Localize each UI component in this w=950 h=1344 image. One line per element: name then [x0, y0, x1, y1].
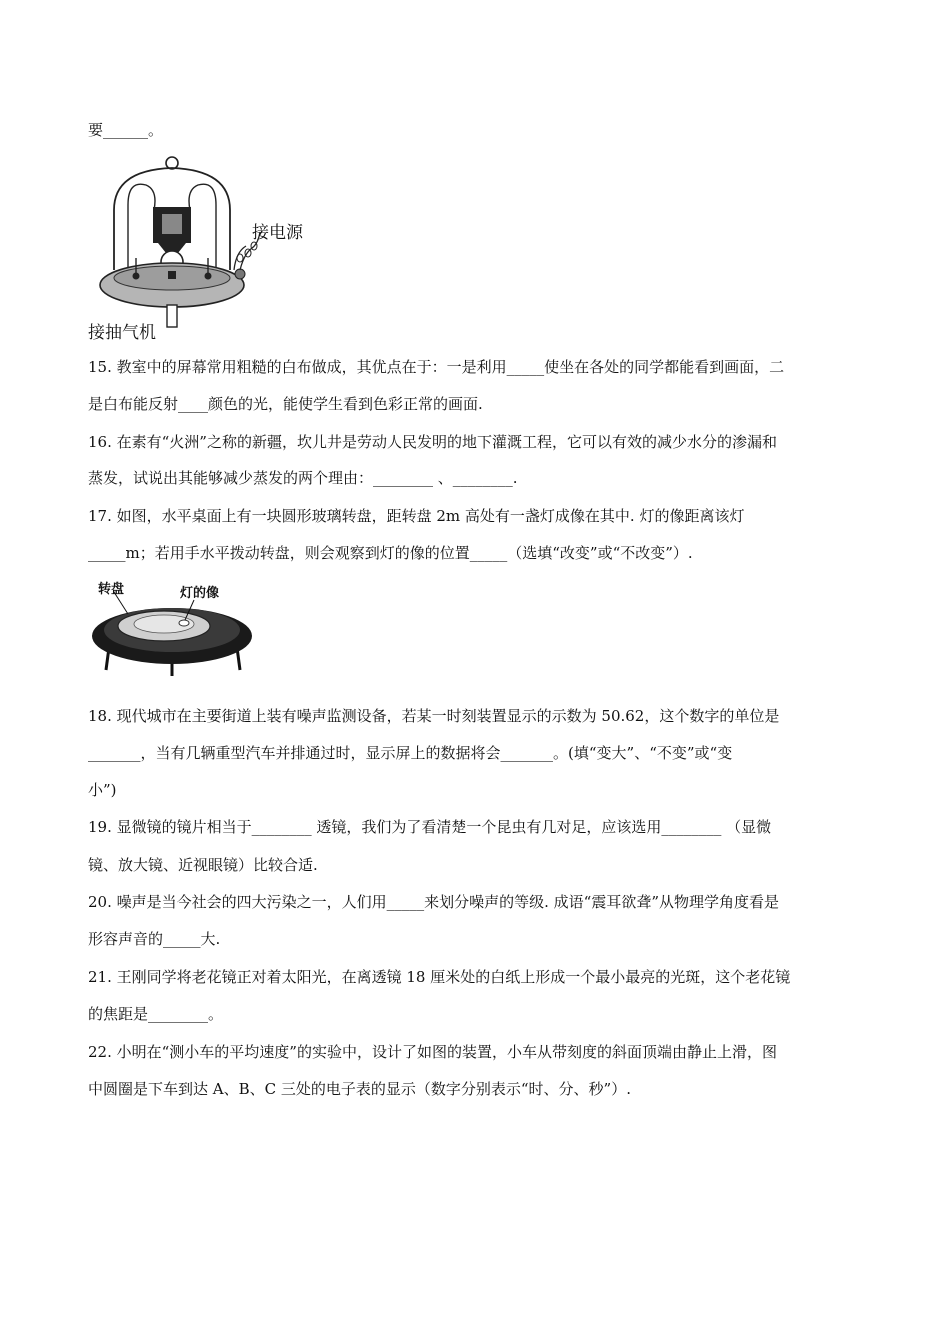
text-line: 22. 小明在“测小车的平均速度”的实验中，设计了如图的装置，小车从带刻度的斜面顶端由静止上滑，图 — [88, 1043, 777, 1061]
text-line: 21. 王刚同学将老花镜正对着太阳光，在离透镜 18 厘米处的白纸上形成一个最小最亮的光斑，这个老花镜 — [88, 968, 791, 986]
power-label: 接电源 — [252, 223, 303, 243]
text-line: 要______。 — [88, 121, 164, 139]
text-line: 小”) — [88, 781, 117, 799]
text-line: 17. 如图，水平桌面上有一块圆形玻璃转盘，距转盘 2m 高处有一盏灯成像在其中. 灯的像距离该灯 — [88, 507, 745, 525]
pump-label: 接抽气机 — [88, 323, 156, 343]
turntable-figure — [88, 578, 258, 678]
bell-jar-figure — [88, 150, 328, 343]
text-line: 蒸发，试说出其能够减少蒸发的两个理由：________ 、________. — [88, 469, 518, 487]
text-line: _____m；若用手水平拨动转盘，则会观察到灯的像的位置_____（选填“改变”或“不改变”）. — [88, 544, 693, 562]
text-line: 是白布能反射____颜色的光，能使学生看到色彩正常的画面. — [88, 395, 483, 413]
text-line: 镜、放大镜、近视眼镜）比较合适. — [88, 856, 318, 874]
text-line: 的焦距是________。 — [88, 1005, 224, 1023]
text-line: 形容声音的_____大. — [88, 930, 221, 948]
text-line: 中圆圈是下车到达 A、B、C 三处的电子表的显示（数字分别表示“时、分、秒”）. — [88, 1080, 631, 1098]
text-line: _______，当有几辆重型汽车并排通过时，显示屏上的数据将会_______。(填“变大”、“不变”或“变 — [88, 744, 733, 762]
text-line: 20. 噪声是当今社会的四大污染之一，人们用_____来划分噪声的等级. 成语“震耳欲聋”从物理学角度看是 — [88, 893, 780, 911]
text-line: 19. 显微镜的镜片相当于________ 透镜，我们为了看清楚一个昆虫有几对足，应该选用________ （显微 — [88, 818, 772, 836]
lamp-image-label: 灯的像 — [180, 586, 220, 601]
text-line: 16. 在素有“火洲”之称的新疆，坎儿井是劳动人民发明的地下灌溉工程，它可以有效的减少水分的渗漏和 — [88, 433, 777, 451]
turntable-label: 转盘 — [98, 582, 125, 597]
text-line: 15. 教室中的屏幕常用粗糙的白布做成，其优点在于：一是利用_____使坐在各处的同学都能看到画面，二 — [88, 358, 785, 376]
text-line: 18. 现代城市在主要街道上装有噪声监测设备，若某一时刻装置显示的示数为 50.62，这个数字的单位是 — [88, 707, 780, 725]
bell-jar-diagram — [88, 150, 328, 340]
